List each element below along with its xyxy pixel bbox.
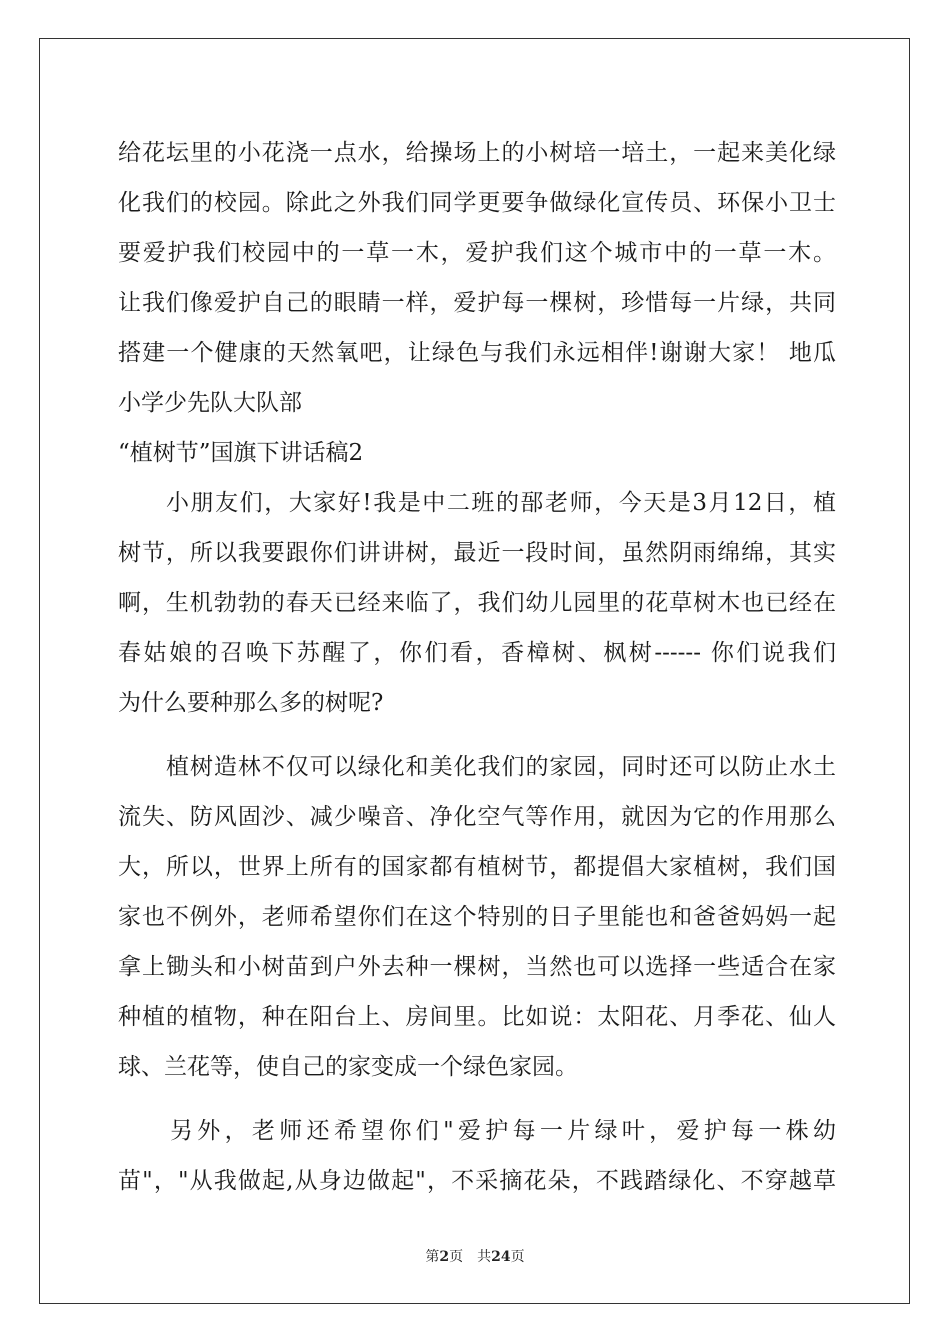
text-line: 给花坛里的小花浇一点水，给操场上的小树培一培土，一起来美化绿 <box>118 140 836 166</box>
total-prefix: 共 <box>477 1249 492 1265</box>
section-title: “植树节”国旗下讲话稿2 <box>118 440 364 466</box>
paragraph-line: 苗"，"从我做起,从身边做起"，不采摘花朵，不践踏绿化、不穿越草 <box>118 1168 836 1194</box>
page-suffix: 页 <box>449 1249 464 1265</box>
text-line: 化我们的校园。除此之外我们同学更要争做绿化宣传员、环保小卫士 <box>118 190 836 216</box>
paragraph-line: 为什么要种那么多的树呢? <box>118 690 384 716</box>
document-body <box>118 128 836 1206</box>
paragraph-line: 拿上锄头和小树苗到户外去种一棵树，当然也可以选择一些适合在家 <box>118 954 836 980</box>
page-total: 24 <box>491 1249 511 1265</box>
paragraph-line: 植树造林不仅可以绿化和美化我们的家园，同时还可以防止水土 <box>166 754 836 780</box>
text-line: 要爱护我们校园中的一草一木，爱护我们这个城市中的一草一木。 <box>118 240 836 266</box>
text-line: 搭建一个健康的天然氧吧，让绿色与我们永远相伴!谢谢大家！ 地瓜 <box>118 340 836 366</box>
paragraph-line: 大，所以，世界上所有的国家都有植树节，都提倡大家植树，我们国 <box>118 854 836 880</box>
paragraph-line: 球、兰花等，使自己的家变成一个绿色家园。 <box>118 1054 578 1080</box>
paragraph-line: 种植的植物，种在阳台上、房间里。比如说：太阳花、月季花、仙人 <box>118 1004 836 1030</box>
page-current: 2 <box>439 1249 450 1265</box>
total-suffix: 页 <box>510 1249 525 1265</box>
text-line: 让我们像爱护自己的眼睛一样，爱护每一棵树，珍惜每一片绿，共同 <box>118 290 836 316</box>
paragraph-line: 小朋友们，大家好!我是中二班的郚老师，今天是3月12日，植 <box>166 490 836 516</box>
paragraph-line: 流失、防风固沙、减少噪音、净化空气等作用，就因为它的作用那么 <box>118 804 836 830</box>
paragraph-line: 啊，生机勃勃的春天已经来临了，我们幼儿园里的花草树木也已经在 <box>118 590 836 616</box>
page-footer <box>0 1246 950 1266</box>
text-line-signature: 小学少先队大队部 <box>118 390 302 416</box>
paragraph-line: 树节，所以我要跟你们讲讲树，最近一段时间，虽然阴雨绵绵，其实 <box>118 540 836 566</box>
paragraph-line: 春姑娘的召唤下苏醒了，你们看，香樟树、枫树------ 你们说我们 <box>118 640 836 666</box>
page-prefix: 第 <box>425 1249 440 1265</box>
paragraph-line: 另外，老师还希望你们"爱护每一片绿叶，爱护每一株幼 <box>170 1118 836 1144</box>
paragraph-line: 家也不例外，老师希望你们在这个特别的日子里能也和爸爸妈妈一起 <box>118 904 836 930</box>
